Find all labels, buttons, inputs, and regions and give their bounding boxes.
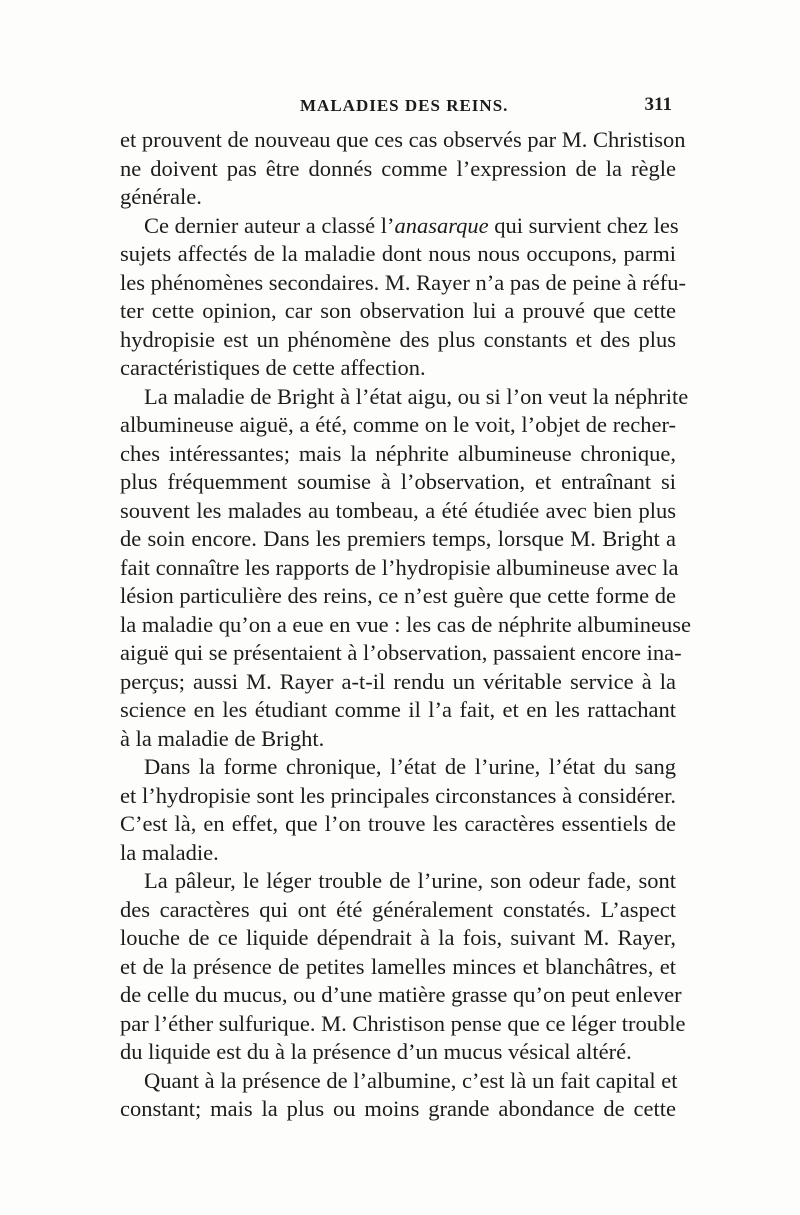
text-line: albumineuse aiguë, a été, comme on le voit, l’objet de recher- <box>120 412 676 437</box>
text-line: caractéristiques de cette affection. <box>120 355 426 380</box>
text-line: du liquide est du à la présence d’un mucus vésical altéré. <box>120 1039 632 1064</box>
text-line: perçus; aussi M. Rayer a-t-il rendu un véritable service à la <box>120 668 676 694</box>
text-line: louche de ce liquide dépendrait à la fois, suivant M. Rayer, <box>120 925 676 950</box>
text-line: souvent les malades au tombeau, a été étudiée avec bien plus <box>120 497 676 523</box>
text-line: par l’éther sulfurique. M. Christison pense que ce léger trouble <box>120 1010 686 1036</box>
text-line: sujets affectés de la maladie dont nous nous occupons, parmi <box>120 241 676 266</box>
paragraph <box>120 212 687 383</box>
text-line: les phénomènes secondaires. M. Rayer n’a pas de peine à réfu- <box>120 269 687 295</box>
page-number: 311 <box>644 94 672 115</box>
text-line: science en les étudiant comme il l’a fait, et en les rattachant <box>120 697 676 722</box>
paragraph <box>120 753 676 867</box>
text-line: La pâleur, le léger trouble de l’urine, son odeur fade, sont <box>144 868 676 893</box>
text-line: Ce dernier auteur a classé l’anasarque qui survient chez les <box>144 212 679 238</box>
body-text <box>120 126 692 1124</box>
text-line: C’est là, en effet, que l’on trouve les caractères essentiels de <box>120 811 676 836</box>
text-line: générale. <box>120 184 202 209</box>
text-line: ches intéressantes; mais la néphrite albumineuse chronique, <box>120 440 676 466</box>
text-line: La maladie de Bright à l’état aigu, ou si l’on veut la néphrite <box>144 383 689 409</box>
text-line: plus fréquemment soumise à l’observation, et entraînant si <box>120 469 676 494</box>
paragraph <box>120 1067 676 1124</box>
text-line: la maladie. <box>120 839 219 865</box>
paragraph <box>120 867 686 1067</box>
running-title: MALADIES DES REINS. <box>300 96 509 115</box>
page-header <box>120 96 680 124</box>
paragraph <box>120 126 686 212</box>
text-line: et de la présence de petites lamelles minces et blanchâtres, et <box>120 953 676 979</box>
text-line: lésion particulière des reins, ce n’est guère que cette forme de <box>120 583 676 608</box>
text-line: constant; mais la plus ou moins grande abondance de cette <box>120 1096 676 1121</box>
text-line: des caractères qui ont été généralement constatés. L’aspect <box>120 896 676 922</box>
text-line: de celle du mucus, ou d’une matière grasse qu’on peut enlever <box>120 982 682 1007</box>
italic-term: anasarque <box>394 212 489 238</box>
text-line: à la maladie de Bright. <box>120 725 325 751</box>
text-line: Dans la forme chronique, l’état de l’urine, l’état du sang <box>144 754 676 779</box>
text-line: aiguë qui se présentaient à l’observation, passaient encore ina- <box>120 640 682 665</box>
text-line: et prouvent de nouveau que ces cas observés par M. Christison <box>120 127 686 152</box>
paragraph <box>120 383 692 754</box>
text-line: la maladie qu’on a eue en vue : les cas de néphrite albumineuse <box>120 611 692 637</box>
text-line: hydropisie est un phénomène des plus constants et des plus <box>120 326 676 352</box>
text-line: ne doivent pas être donnés comme l’expression de la règle <box>120 155 676 181</box>
text-line: fait connaître les rapports de l’hydropisie albumineuse avec la <box>120 554 679 580</box>
text-line: de soin encore. Dans les premiers temps, lorsque M. Bright a <box>120 526 676 551</box>
text-line: et l’hydropisie sont les principales circonstances à considérer. <box>120 782 676 808</box>
text-line: Quant à la présence de l’albumine, c’est là un fait capital et <box>144 1067 678 1093</box>
text-line: ter cette opinion, car son observation lui a prouvé que cette <box>120 298 676 323</box>
